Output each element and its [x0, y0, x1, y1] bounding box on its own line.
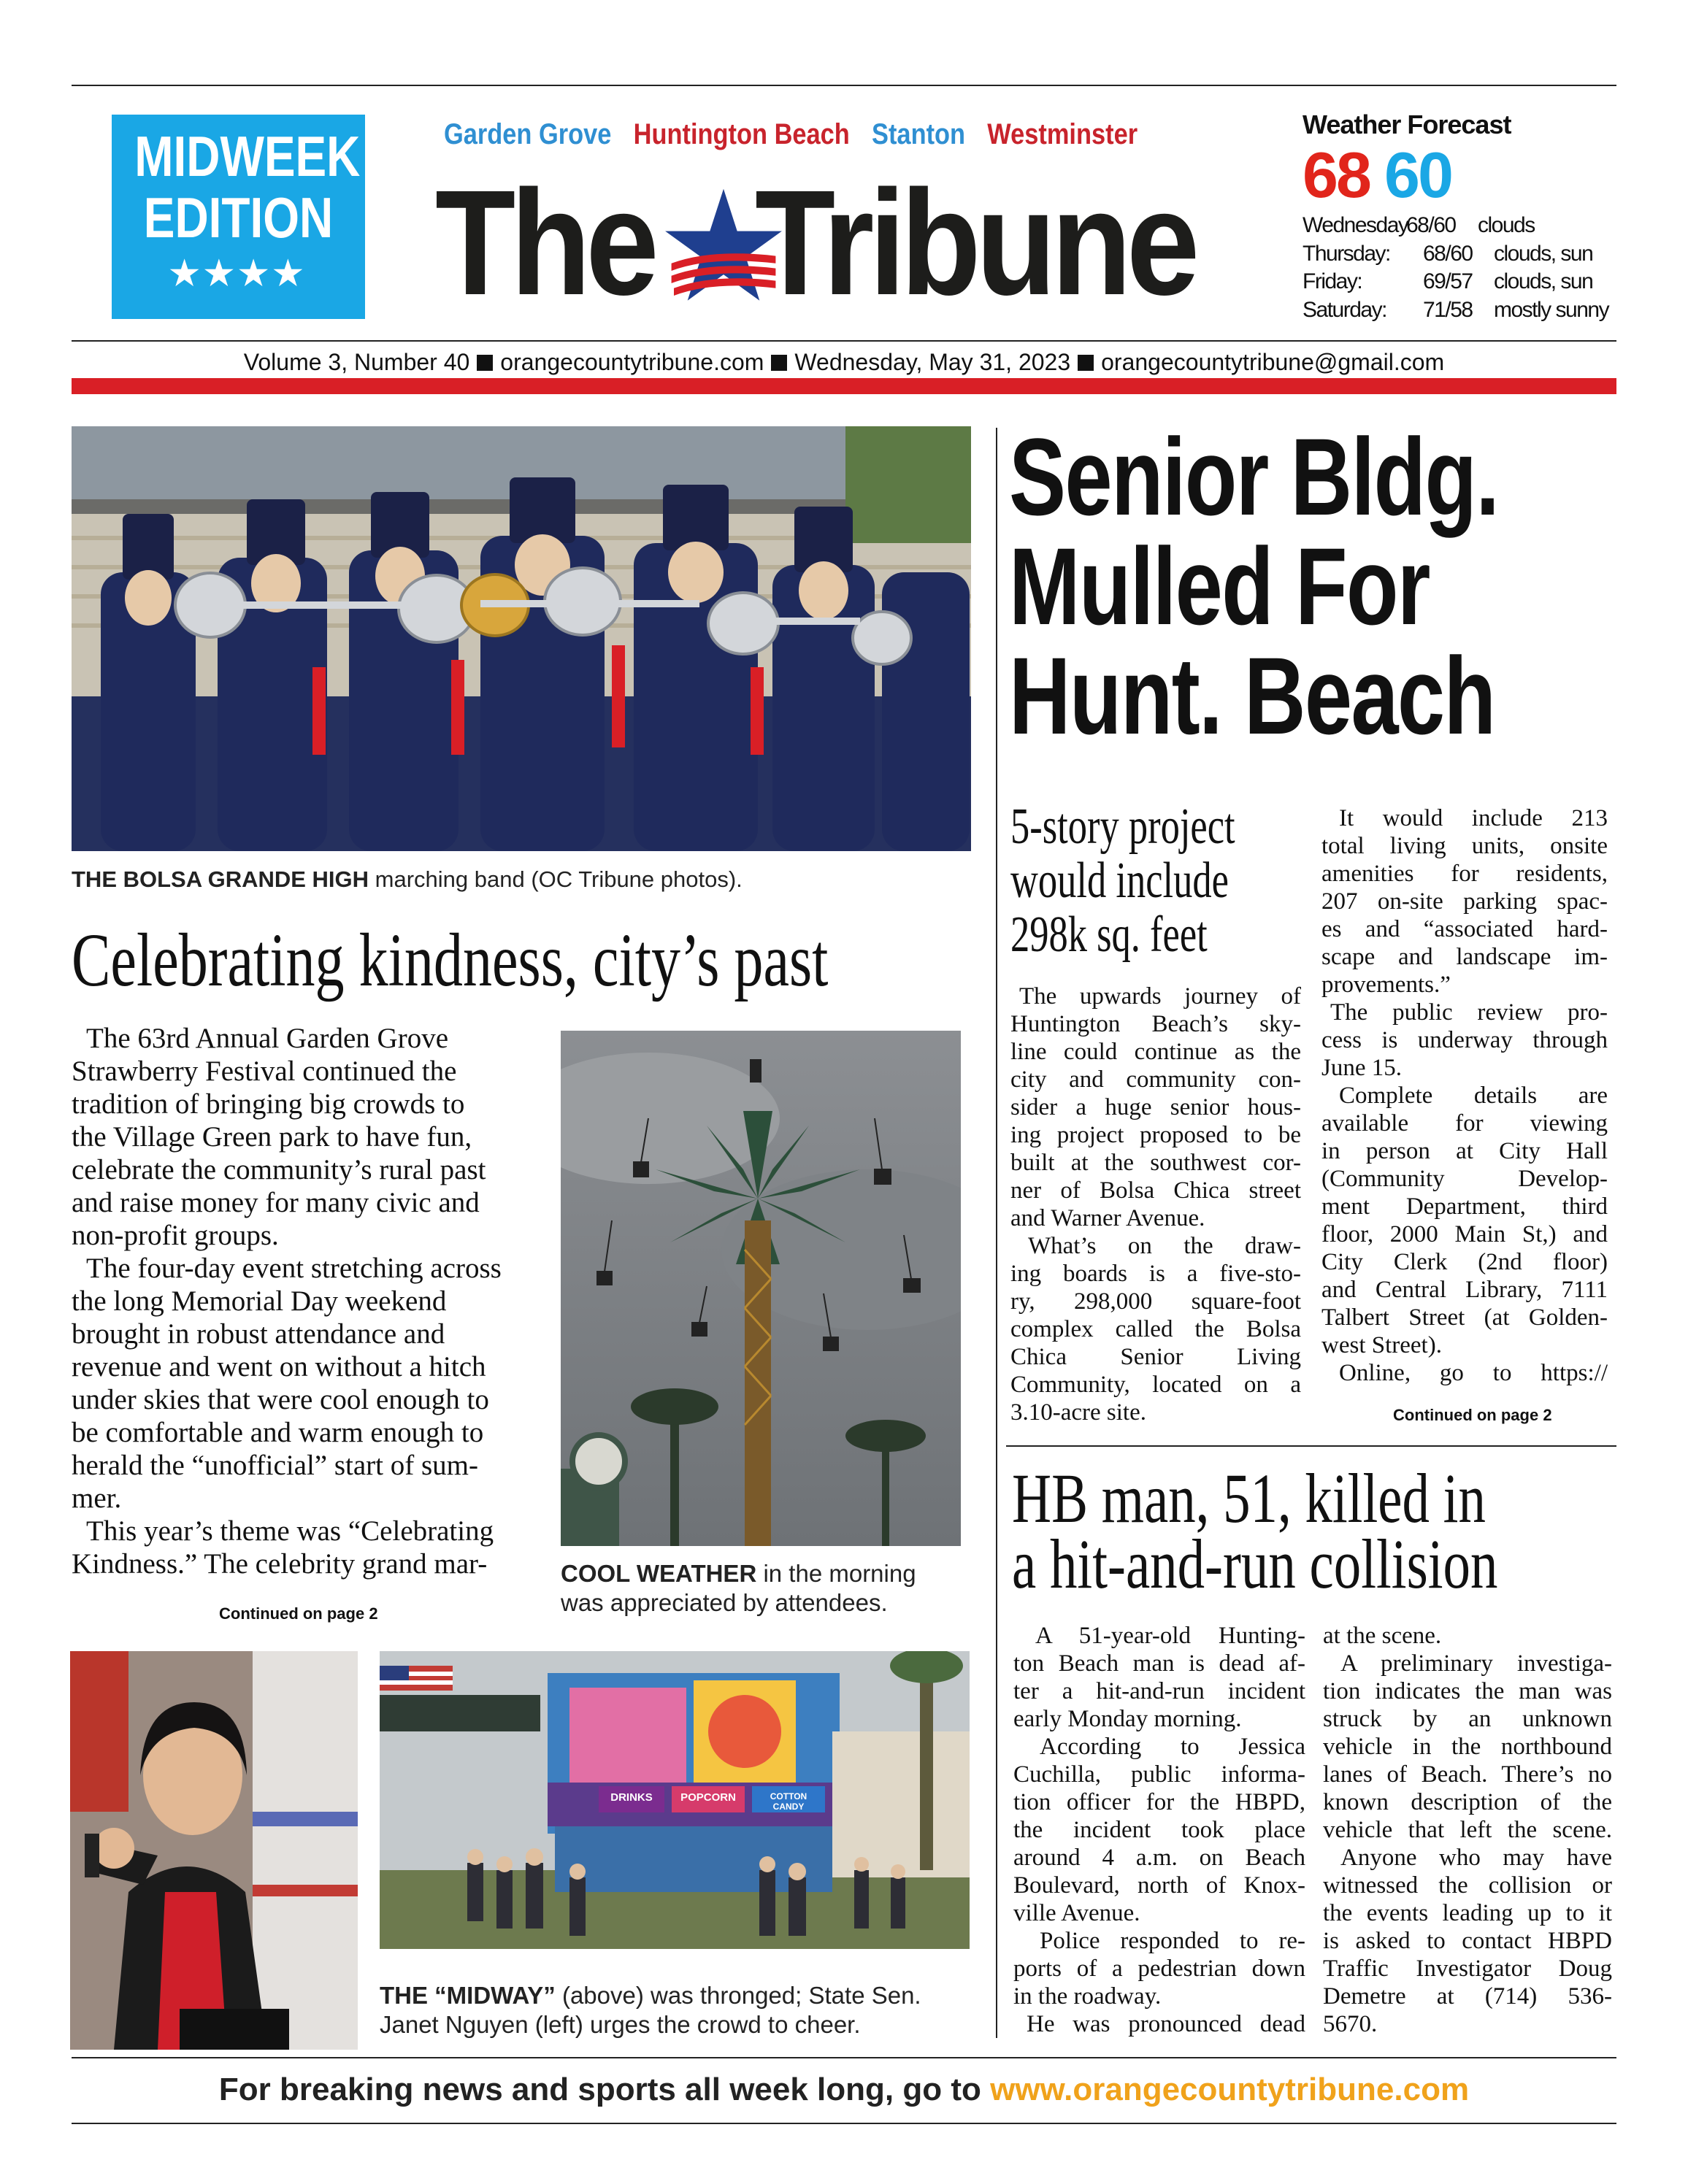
article-line: at the scene.	[1323, 1623, 1442, 1649]
senior-continued-link[interactable]: Continued on page 2	[1393, 1406, 1552, 1424]
article-line: A preliminary investiga-	[1340, 1650, 1612, 1677]
caption-text: Janet Nguyen (left) urges the crowd to cheer.	[380, 2011, 861, 2038]
band-photo-caption	[72, 866, 977, 893]
article-line: tradition of bringing big crowds to	[72, 1088, 465, 1120]
article-line: in person at City Hall	[1321, 1138, 1608, 1164]
article-line: be comfortable and warm enough to	[72, 1417, 484, 1448]
article-line: witnessed the collision or	[1323, 1872, 1612, 1899]
caption-text: marching band (OC Tribune photos).	[369, 866, 743, 892]
weather-conditions: clouds, sun	[1494, 269, 1593, 293]
article-line: It would include 213	[1339, 805, 1608, 831]
article-line: Huntington Beach’s sky-	[1010, 1011, 1301, 1037]
footer-bottom-rule	[72, 2123, 1616, 2124]
hit-and-run-headline	[1012, 1459, 1498, 1603]
weather-temps: 68/60	[1423, 242, 1473, 266]
article-line: sider a huge senior hous-	[1010, 1094, 1301, 1120]
article-line: June 15.	[1321, 1055, 1402, 1081]
article-line: ports of a pedestrian down	[1013, 1956, 1305, 1982]
article-line: The public review pro-	[1330, 999, 1608, 1026]
article-line: lanes of Beach. There’s no	[1323, 1761, 1612, 1788]
issue-info-line	[0, 349, 1688, 376]
weather-temps: 68/60	[1406, 213, 1456, 237]
article-line: What’s on the draw-	[1028, 1233, 1301, 1259]
subhead-line: 298k sq. feet	[1010, 907, 1208, 963]
article-line: the long Memorial Day weekend	[72, 1285, 447, 1317]
article-line: known description of the	[1323, 1789, 1612, 1815]
weather-temps: 71/58	[1423, 298, 1473, 322]
title-the: The	[435, 159, 654, 326]
article-line: west Street).	[1321, 1332, 1442, 1358]
senior-subhead	[1010, 800, 1235, 962]
article-line: ter a hit-and-run incident	[1013, 1678, 1305, 1704]
email-link[interactable]: orangecountytribune@gmail.com	[1101, 349, 1445, 375]
issue-date: Wednesday, May 31, 2023	[794, 349, 1071, 375]
article-line: Strawberry Festival continued the	[72, 1056, 457, 1087]
article-line: Community, located on a	[1010, 1372, 1301, 1398]
midway-photo	[380, 1651, 970, 1949]
article-line: ing boards is a five-sto-	[1010, 1261, 1301, 1287]
article-line: ry, 298,000 square-foot	[1010, 1288, 1301, 1315]
article-line: Complete details are	[1339, 1083, 1608, 1109]
headline-line: Mulled For	[1009, 525, 1430, 647]
weather-conditions: mostly sunny	[1494, 298, 1609, 322]
article-line: mer.	[72, 1483, 122, 1514]
senior-article-col1	[1010, 983, 1301, 1426]
article-line: complex called the Bolsa	[1010, 1316, 1301, 1342]
article-line: This year’s theme was “Celebrating	[86, 1515, 494, 1547]
article-line: Talbert Street (at Golden-	[1321, 1304, 1608, 1331]
footer-top-rule	[72, 2057, 1616, 2058]
article-line: herald the “unofficial” start of sum-	[72, 1450, 478, 1481]
article-line: es and “associated hard-	[1321, 916, 1608, 942]
article-line: The four-day event stretching across	[86, 1253, 502, 1284]
article-line: Online, go to https://	[1339, 1360, 1608, 1386]
article-line: scape and landscape im-	[1321, 944, 1608, 970]
article-line: Police responded to re-	[1040, 1928, 1305, 1954]
headline-line: Senior Bldg.	[1009, 415, 1499, 538]
senior-building-headline	[1009, 415, 1499, 757]
caption-text: was appreciated by attendees.	[561, 1589, 888, 1616]
article-line: ner of Bolsa Chica street	[1010, 1177, 1301, 1204]
article-line: and Warner Avenue.	[1010, 1205, 1205, 1231]
subhead-line: would include	[1010, 853, 1229, 909]
caption-bold-lead: COOL WEATHER	[561, 1560, 757, 1587]
senior-article-col2	[1321, 804, 1608, 1387]
weather-conditions: clouds	[1478, 213, 1535, 237]
city-garden-grove: Garden Grove	[444, 118, 612, 150]
weather-day: Saturday:	[1303, 298, 1386, 322]
article-line: vehicle in the northbound	[1323, 1734, 1612, 1760]
article-line: provements.”	[1321, 972, 1451, 998]
square-bullet-icon	[1078, 355, 1094, 371]
red-divider-bar	[72, 378, 1616, 394]
article-line: celebrate the community’s rural past	[72, 1154, 486, 1185]
caption-text: (above) was thronged; State Sen.	[555, 1982, 921, 2009]
badge-line-2: EDITION	[143, 185, 334, 250]
midway-photo-caption	[380, 1981, 978, 2039]
article-line: around 4 a.m. on Beach	[1013, 1845, 1305, 1871]
article-line: ville Avenue.	[1013, 1900, 1140, 1926]
headline-line: HB man, 51, killed in	[1012, 1459, 1486, 1537]
article-line: He was pronounced dead	[1027, 2011, 1305, 2037]
city-huntington-beach: Huntington Beach	[633, 118, 850, 150]
article-line: A 51-year-old Hunting-	[1035, 1623, 1305, 1649]
headline-line: a hit-and-run collision	[1012, 1525, 1498, 1603]
masthead-rule	[72, 340, 1616, 342]
city-stanton: Stanton	[872, 118, 966, 150]
article-line: amenities for residents,	[1321, 861, 1608, 887]
title-tribune: Tribune	[755, 159, 1195, 326]
headline-line: Hunt. Beach	[1009, 634, 1495, 757]
booth-sign-drinks: DRINKS	[610, 1791, 653, 1804]
hit-and-run-col1	[1013, 1622, 1305, 2038]
top-rule	[72, 85, 1616, 86]
article-line: revenue and went on without a hitch	[72, 1351, 486, 1383]
footer-promo	[0, 2072, 1688, 2108]
article-line: ment Department, third	[1321, 1193, 1608, 1220]
weather-low: 60	[1384, 139, 1451, 211]
city-westminster: Westminster	[987, 118, 1138, 150]
article-line: ton Beach man is dead af-	[1013, 1650, 1305, 1677]
caption-bold-lead: THE BOLSA GRANDE HIGH	[72, 866, 369, 892]
weather-day: Wednesday	[1303, 213, 1408, 237]
article-line: The 63rd Annual Garden Grove	[86, 1023, 449, 1054]
article-line: built at the southwest cor-	[1010, 1150, 1301, 1176]
article-line: Cuchilla, public informa-	[1013, 1761, 1305, 1788]
article-line: floor, 2000 Main St,) and	[1321, 1221, 1608, 1247]
weather-day: Thursday:	[1303, 242, 1390, 266]
article-line: ing project proposed to be	[1010, 1122, 1301, 1148]
article-line: The upwards journey of	[1019, 983, 1301, 1010]
website-link[interactable]: orangecountytribune.com	[500, 349, 764, 375]
article-line: City Clerk (2nd floor)	[1321, 1249, 1608, 1275]
article-line: line could continue as the	[1010, 1039, 1301, 1065]
newspaper-title	[435, 159, 1246, 326]
article-line: brought in robust attendance and	[72, 1318, 445, 1350]
article-line: According to Jessica	[1040, 1734, 1305, 1760]
festival-article-body	[72, 1022, 539, 1580]
volume-number: Volume 3, Number 40	[243, 349, 470, 375]
article-line: Boulevard, north of Knox-	[1013, 1872, 1305, 1899]
weather-conditions: clouds, sun	[1494, 242, 1593, 266]
article-line: city and community con-	[1010, 1066, 1301, 1093]
article-line: struck by an unknown	[1323, 1706, 1612, 1732]
footer-promo-text: For breaking news and sports all week long, go to	[218, 2072, 991, 2107]
article-line: early Monday morning.	[1013, 1706, 1242, 1732]
square-bullet-icon	[477, 355, 493, 371]
article-line: Kindness.” The celebrity grand mar-	[72, 1548, 488, 1580]
article-line: the Village Green park to have fun,	[72, 1121, 472, 1153]
masthead-cities	[444, 118, 1138, 162]
festival-headline: Celebrating kindness, city’s past	[72, 918, 829, 1002]
badge-line-1: MIDWEEK	[134, 124, 361, 188]
weather-day: Friday:	[1303, 269, 1362, 293]
article-line: 5670.	[1323, 2011, 1378, 2037]
article-line: vehicle that left the scene.	[1323, 1817, 1612, 1843]
article-line: (Community Develop-	[1321, 1166, 1608, 1192]
article-line: the incident took place	[1013, 1817, 1305, 1843]
section-rule	[1006, 1445, 1616, 1447]
article-line: 3.10-acre site.	[1010, 1399, 1146, 1426]
article-line: under skies that were cool enough to	[72, 1384, 489, 1415]
column-divider	[996, 428, 997, 2038]
article-line: tion indicates the man was	[1323, 1678, 1612, 1704]
article-line: tion officer for the HBPD,	[1013, 1789, 1305, 1815]
subhead-line: 5-story project	[1010, 799, 1235, 855]
marching-band-photo	[72, 426, 971, 851]
article-line: in the roadway.	[1013, 1983, 1162, 2010]
square-bullet-icon	[771, 355, 787, 371]
article-line: available for viewing	[1321, 1110, 1608, 1137]
weather-temps: 69/57	[1423, 269, 1473, 293]
swing-photo-caption	[561, 1559, 970, 1618]
article-line: Demetre at (714) 536-	[1323, 1983, 1612, 2010]
booth-sign-popcorn: POPCORN	[680, 1791, 736, 1804]
footer-url-link[interactable]: www.orangecountytribune.com	[990, 2072, 1470, 2107]
weather-heading: Weather Forecast	[1303, 109, 1511, 139]
hit-and-run-col2	[1323, 1622, 1612, 2038]
article-line: the events leading up to it	[1323, 1900, 1612, 1926]
booth-sign-cotton-candy: COTTON CANDY	[770, 1791, 807, 1812]
caption-text: in the morning	[756, 1560, 916, 1587]
article-line: and Central Library, 7111	[1321, 1277, 1608, 1303]
swing-ride-photo	[561, 1031, 961, 1546]
article-line: 207 on-site parking spac-	[1321, 888, 1608, 915]
article-line: Traffic Investigator Doug	[1323, 1956, 1612, 1982]
article-line: Chica Senior Living	[1010, 1344, 1301, 1370]
article-line: and raise money for many civic and	[72, 1187, 480, 1218]
article-line: cess is underway through	[1321, 1027, 1608, 1053]
article-line: non-profit groups.	[72, 1220, 279, 1251]
caption-bold-lead: THE “MIDWAY”	[380, 1982, 556, 2009]
midweek-edition-badge	[112, 115, 365, 319]
article-line: Anyone who may have	[1340, 1845, 1612, 1871]
weather-high: 68	[1303, 139, 1370, 211]
article-line: is asked to contact HBPD	[1323, 1928, 1612, 1954]
festival-continued-link[interactable]: Continued on page 2	[219, 1604, 378, 1623]
badge-stars: ★★★★	[169, 254, 307, 292]
senator-photo	[70, 1651, 358, 2050]
article-line: total living units, onsite	[1321, 833, 1608, 859]
